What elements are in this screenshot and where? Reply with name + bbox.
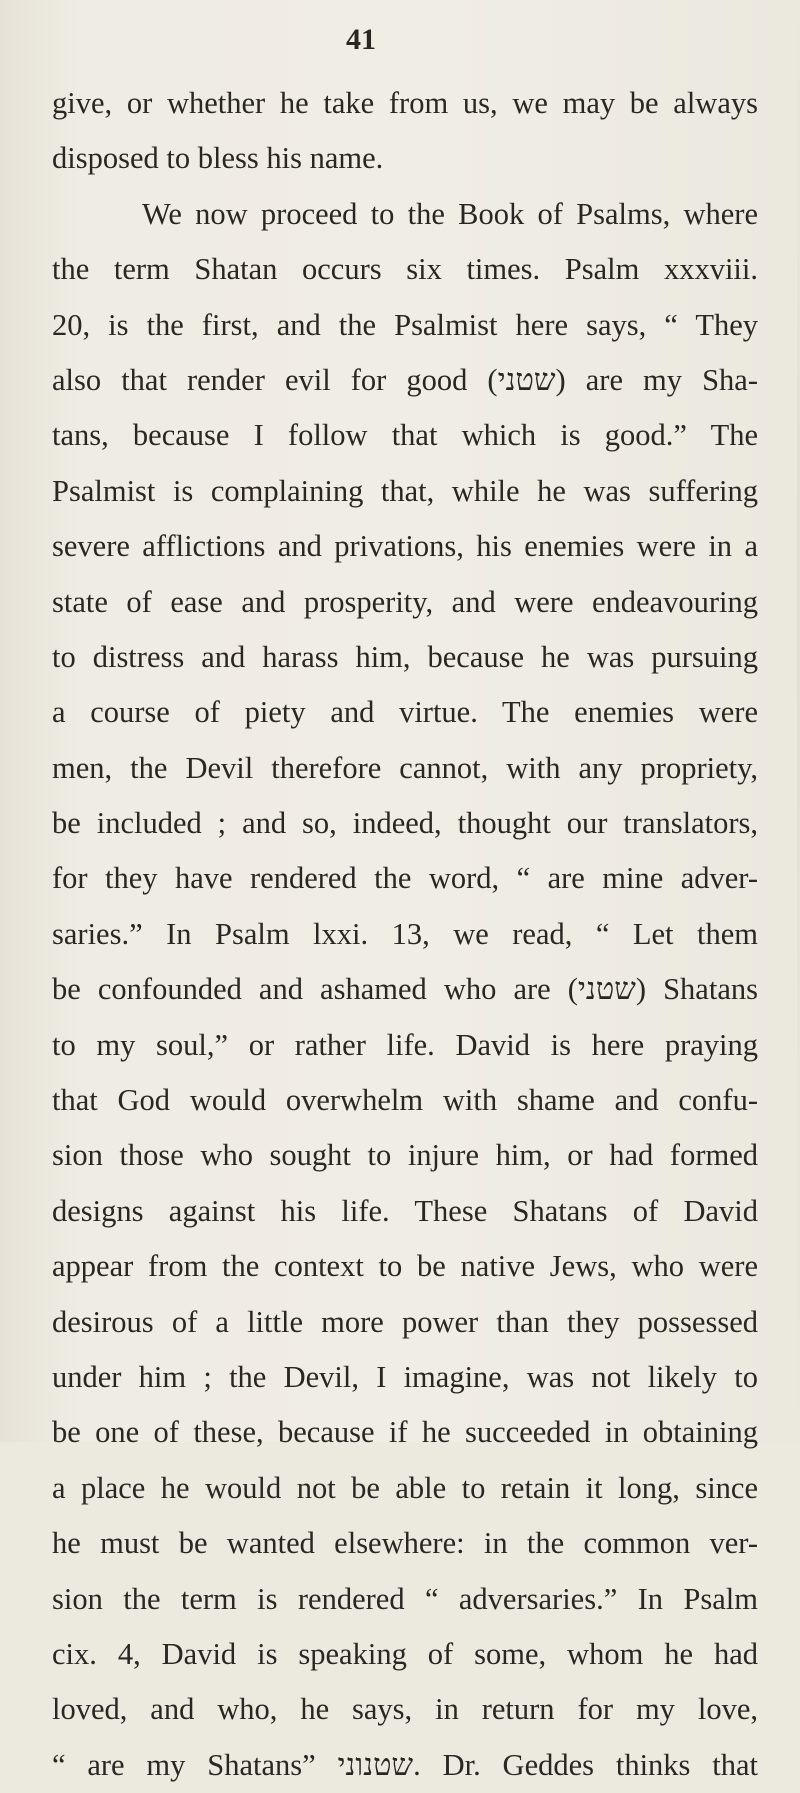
text-line: a place he would not be able to retain it long, since [52,1470,758,1505]
text-line: desirous of a little more power than they possessed [52,1304,758,1339]
text-line: Psalmist is complaining that, while he was suffering [52,473,758,508]
text-line: “ are my Shatans” שטנוני. Dr. Geddes thinks that [52,1747,758,1782]
text-line: be one of these, because if he succeeded in obtaining [52,1415,758,1450]
page-number: 41 [346,23,376,56]
text-line: he must be wanted elsewhere: in the common ver- [52,1526,758,1561]
text-line: also that render evil for good (שטני) are my Sha- [52,362,758,397]
text-line: cix. 4, David is speaking of some, whom he had [52,1636,758,1671]
text-line: appear from the context to be native Jews, who were [52,1249,758,1284]
text-line: a course of piety and virtue. The enemies were [52,695,758,730]
text-line: men, the Devil therefore cannot, with any propriety, [52,750,758,785]
text-line: that God would overwhelm with shame and confu- [52,1083,758,1118]
text-line: state of ease and prosperity, and were endeavouring [52,584,758,619]
text-line: 20, is the first, and the Psalmist here says, “ They [52,307,758,342]
text-line: be included ; and so, indeed, thought our translators, [52,806,758,841]
text-line: to my soul,” or rather life. David is here praying [52,1027,758,1062]
text-line: sion the term is rendered “ adversaries.” In Psalm [52,1581,758,1616]
text-line: to distress and harass him, because he was pursuing [52,639,758,674]
text-line: tans, because I follow that which is good.” The [52,418,758,453]
text-line: disposed to bless his name. [52,141,384,176]
text-line: the term Shatan occurs six times. Psalm xxxviii. [52,252,758,287]
text-line: be confounded and ashamed who are (שטני) Shatans [52,972,758,1007]
text-line: We now proceed to the Book of Psalms, where [142,196,758,231]
text-line: saries.” In Psalm lxxi. 13, we read, “ Let them [52,916,758,951]
text-line: loved, and who, he says, in return for my love, [52,1692,758,1727]
text-line: for they have rendered the word, “ are mine adver- [52,861,758,896]
text-line: give, or whether he take from us, we may be always [52,86,758,120]
text-line: sion those who sought to injure him, or had formed [52,1138,758,1173]
text-line: designs against his life. These Shatans of David [52,1193,758,1228]
text-line: severe afflictions and privations, his enemies were in a [52,529,758,564]
text-line: under him ; the Devil, I imagine, was not likely to [52,1359,758,1394]
body-text [52,76,758,1793]
